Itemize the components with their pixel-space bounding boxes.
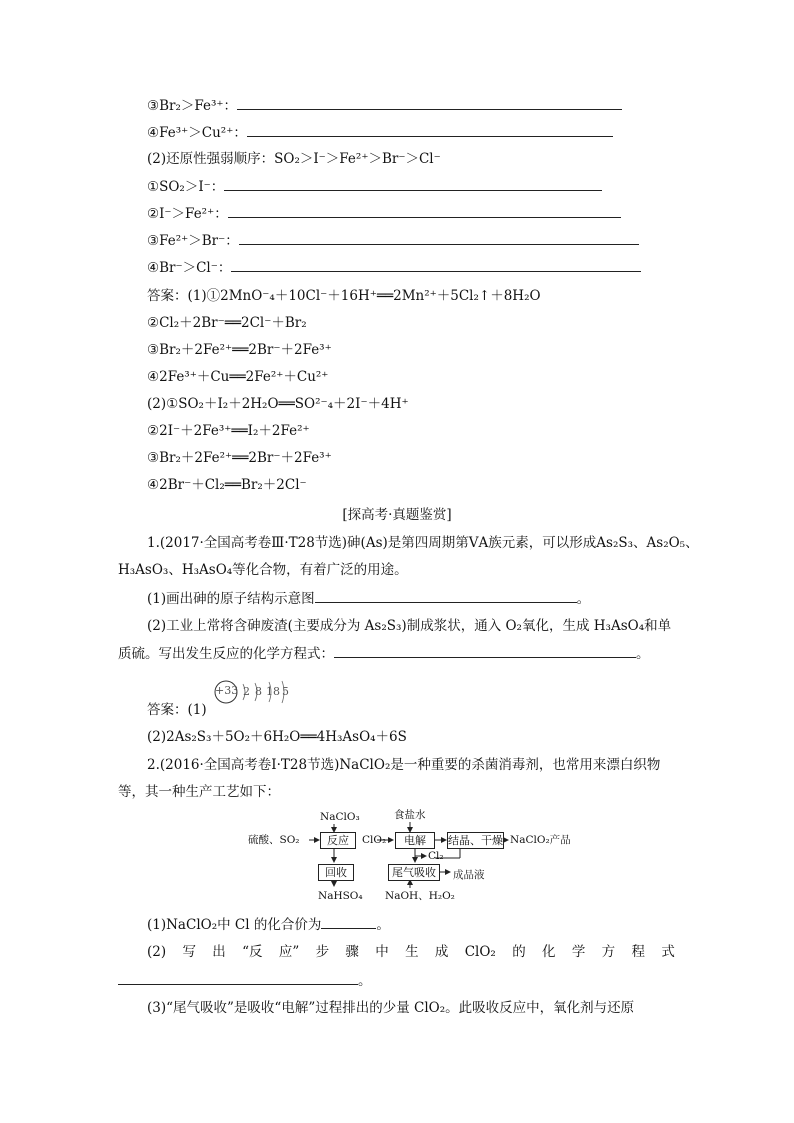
q1-answer2: (2)2As₂S₃＋5O₂＋6H₂O══4H₃AsO₄＋6S <box>147 729 407 745</box>
word: 步 <box>315 944 330 960</box>
word: 写 <box>182 944 196 960</box>
word: (2) <box>147 944 167 960</box>
q1-part1-item3 <box>147 96 622 115</box>
answer-line: (2)①SO₂＋I₂＋2H₂O══SO²⁻₄＋2I⁻＋4H⁺ <box>147 396 409 412</box>
section-title: [探高考·真题鉴赏] <box>342 507 452 523</box>
q2-stem-line2: 等，其一种生产工艺如下： <box>118 784 280 800</box>
answer-line: ④2Br⁻＋Cl₂══Br₂＋2Cl⁻ <box>147 477 307 493</box>
word: 成 <box>434 944 449 960</box>
flow-finished-label: 成品液 <box>453 869 485 881</box>
word: 生 <box>405 944 419 960</box>
process-flow-diagram <box>240 808 580 908</box>
answer-blank[interactable] <box>231 258 641 272</box>
q2-sub1 <box>147 915 390 934</box>
flow-naclo3-label: NaClO₃ <box>320 811 360 823</box>
flow-naoh-label: NaOH、H₂O₂ <box>385 890 455 902</box>
q1-part1-item4 <box>147 123 613 142</box>
flow-input-label: 硫酸、SO₂ <box>248 834 300 846</box>
q1-part2-item1 <box>147 177 602 196</box>
q1-sub2-line1: (2)工业上常将含砷废渣(主要成分为 As₂S₃)制成浆状，通入 O₂氧化，生成 H₃AsO₄和单 <box>147 618 672 634</box>
item-label: ①SO₂＞I⁻： <box>147 179 225 195</box>
punctuation: 。 <box>358 973 372 989</box>
answer-line: ③Br₂＋2Fe²⁺══2Br⁻＋2Fe³⁺ <box>147 450 332 466</box>
answer-blank[interactable] <box>321 915 376 929</box>
sub-question-text: (1)NaClO₂中 Cl 的化合价为 <box>147 917 322 933</box>
answer-line: ②Cl₂＋2Br⁻══2Cl⁻＋Br₂ <box>147 315 307 331</box>
q2-stem-line1: 2.(2016·全国高考卷Ⅰ·T28节选)NaClO₂是一种重要的杀菌消毒剂，也常用来漂白织物 <box>147 757 661 773</box>
item-label: ③Br₂＞Fe³⁺： <box>147 98 238 114</box>
punctuation: 。 <box>576 591 591 607</box>
answer-blank[interactable] <box>228 204 621 218</box>
sub-question-text: (1)画出砷的原子结构示意图 <box>147 591 315 607</box>
punctuation: 。 <box>376 917 390 933</box>
flow-nahso4-label: NaHSO₄ <box>318 890 363 902</box>
electrolysis-box: 电解 <box>395 832 435 849</box>
answer-line: ③Br₂＋2Fe²⁺══2Br⁻＋2Fe³⁺ <box>147 342 332 358</box>
answer-line: ②2I⁻＋2Fe³⁺══I₂＋2Fe²⁺ <box>147 423 310 439</box>
answer-blank[interactable] <box>237 96 622 110</box>
answer-blank[interactable] <box>247 123 613 137</box>
q1-sub1 <box>147 589 590 608</box>
tail-gas-box: 尾气吸收 <box>388 864 440 881</box>
flow-brine-label: 食盐水 <box>394 809 426 821</box>
q1-stem-line1: 1.(2017·全国高考卷Ⅲ·T28节选)砷(As)是第四周期第ⅤA族元素，可以形成As₂S₃、As₂O₅、 <box>147 535 699 551</box>
recovery-box: 回收 <box>318 864 354 881</box>
shell-electrons: 18 <box>266 685 280 698</box>
flow-cl2-label: Cl₂ <box>428 850 444 862</box>
atom-nucleus: +33 <box>215 684 239 697</box>
answer-blank[interactable] <box>334 644 636 658</box>
word: 学 <box>571 944 586 960</box>
part2-heading: (2)还原性强弱顺序：SO₂＞I⁻＞Fe²⁺＞Br⁻＞Cl⁻ <box>147 151 441 167</box>
q1-answer-label: 答案：(1) <box>147 702 207 718</box>
punctuation: 。 <box>636 646 650 662</box>
answer-blank[interactable] <box>315 589 577 603</box>
q1-part2-item2 <box>147 204 621 223</box>
item-label: ②I⁻＞Fe²⁺： <box>147 206 228 222</box>
atom-structure-diagram <box>212 678 292 706</box>
item-label: ④Fe³⁺＞Cu²⁺： <box>147 125 247 141</box>
word: 的 <box>512 944 526 960</box>
answer-line: 答案：(1)①2MnO⁻₄＋10Cl⁻＋16H⁺══2Mn²⁺＋5Cl₂↑＋8H₂O <box>147 288 541 304</box>
shell-electrons: 2 <box>243 685 250 698</box>
word: 应” <box>278 944 300 960</box>
q1-sub2-line2 <box>118 644 650 663</box>
answer-blank[interactable] <box>224 177 602 191</box>
shell-electrons: 8 <box>255 685 262 698</box>
word: 程 <box>631 944 645 960</box>
word: 中 <box>375 944 389 960</box>
q1-part2-item3 <box>147 231 639 250</box>
q2-sub3: (3)“尾气吸收”是吸收“电解”过程排出的少量 ClO₂。此吸收反应中，氧化剂与还原 <box>147 1000 635 1016</box>
item-label: ③Fe²⁺＞Br⁻： <box>147 233 239 249</box>
item-label: ④Br⁻＞Cl⁻： <box>147 260 232 276</box>
q1-part2-item4 <box>147 258 641 277</box>
shell-electrons: 5 <box>282 685 289 698</box>
answer-blank[interactable] <box>239 231 639 245</box>
sub-question-text: 质硫。写出发生反应的化学方程式： <box>118 646 334 662</box>
q2-sub2-line2 <box>118 971 372 990</box>
word: 骤 <box>345 944 359 960</box>
word: “反 <box>242 944 263 960</box>
word: 出 <box>212 944 226 960</box>
q2-sub2-line1 <box>147 943 675 961</box>
crystallization-box: 结晶、干燥 <box>448 834 503 847</box>
flow-product-label: NaClO₂产品 <box>510 834 571 846</box>
word: 方 <box>601 944 616 960</box>
q1-stem-line2: H₃AsO₃、H₃AsO₄等化合物，有着广泛的用途。 <box>118 562 408 578</box>
word: 化 <box>542 944 556 960</box>
flow-clo2-label: ClO₂ <box>362 834 387 846</box>
reaction-box: 反应 <box>320 832 356 849</box>
answer-blank[interactable] <box>118 971 358 985</box>
word: 式 <box>661 944 675 960</box>
word: ClO₂ <box>464 944 496 960</box>
answer-line: ④2Fe³⁺＋Cu══2Fe²⁺＋Cu²⁺ <box>147 369 329 385</box>
